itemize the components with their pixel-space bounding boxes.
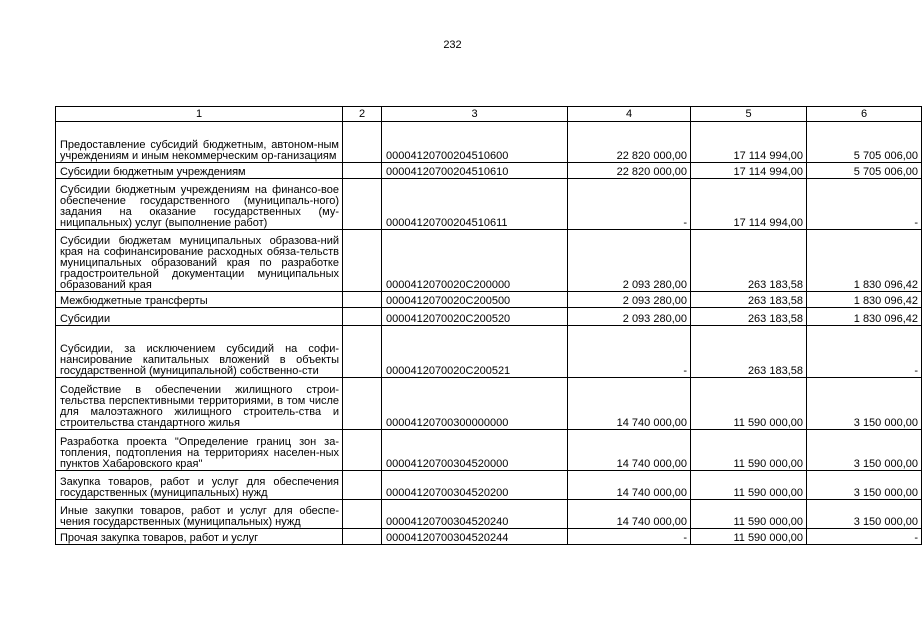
row-value-5: 263 183,58	[691, 230, 807, 292]
row-value-4: 14 740 000,00	[568, 471, 691, 500]
row-value-5: 263 183,58	[691, 326, 807, 378]
row-value-5: 11 590 000,00	[691, 471, 807, 500]
row-value-6: 5 705 006,00	[807, 163, 922, 179]
row-code: 00004120700304520200	[382, 471, 568, 500]
row-value-6: -	[807, 179, 922, 230]
row-value-4: 2 093 280,00	[568, 308, 691, 326]
row-col2	[343, 163, 382, 179]
row-value-4: 22 820 000,00	[568, 163, 691, 179]
row-name: Иные закупки товаров, работ и услуг для обеспе-чения государственных (муниципальных) нужд	[56, 500, 343, 529]
row-value-6: 1 830 096,42	[807, 292, 922, 308]
row-value-4: -	[568, 326, 691, 378]
table-row	[56, 122, 922, 163]
table-row	[56, 308, 922, 326]
table-row	[56, 179, 922, 230]
row-col2	[343, 471, 382, 500]
row-value-5: 17 114 994,00	[691, 179, 807, 230]
row-code: 00004120700304520240	[382, 500, 568, 529]
row-value-6: 3 150 000,00	[807, 500, 922, 529]
row-code: 0000412070020C200521	[382, 326, 568, 378]
row-value-6: 3 150 000,00	[807, 430, 922, 471]
row-col2	[343, 292, 382, 308]
row-col2	[343, 308, 382, 326]
row-col2	[343, 122, 382, 163]
row-value-6: 1 830 096,42	[807, 308, 922, 326]
row-code: 0000412070020C200000	[382, 230, 568, 292]
row-col2	[343, 179, 382, 230]
row-col2	[343, 326, 382, 378]
row-code: 00004120700300000000	[382, 378, 568, 430]
table-row	[56, 163, 922, 179]
row-value-5: 11 590 000,00	[691, 529, 807, 545]
row-name: Субсидии бюджетным учреждениям	[56, 163, 343, 179]
row-code: 0000412070020C200500	[382, 292, 568, 308]
row-code: 00004120700204510610	[382, 163, 568, 179]
row-col2	[343, 500, 382, 529]
table-row	[56, 500, 922, 529]
row-value-5: 11 590 000,00	[691, 500, 807, 529]
row-name: Разработка проекта "Определение границ зон за-топления, подтопления на территориях населен-ных пунктов Хабаровского края"	[56, 430, 343, 471]
row-value-6: -	[807, 326, 922, 378]
table-row	[56, 378, 922, 430]
row-value-6: -	[807, 529, 922, 545]
row-value-4: 14 740 000,00	[568, 378, 691, 430]
row-value-4: -	[568, 529, 691, 545]
row-name: Субсидии	[56, 308, 343, 326]
table-header-row	[56, 107, 922, 122]
column-header-4: 4	[568, 107, 691, 122]
budget-table	[55, 106, 922, 545]
row-value-4: 14 740 000,00	[568, 500, 691, 529]
column-header-1: 1	[56, 107, 343, 122]
column-header-3: 3	[382, 107, 568, 122]
page-number: 232	[443, 39, 462, 51]
row-name: Субсидии бюджетным учреждениям на финансо-вое обеспечение государственного (муниципаль-ного) задания на оказание государственных (му-ниципальных) услуг (выполнение работ)	[56, 179, 343, 230]
table-row	[56, 529, 922, 545]
column-header-2: 2	[343, 107, 382, 122]
table-row	[56, 230, 922, 292]
column-header-6: 6	[807, 107, 922, 122]
row-col2	[343, 378, 382, 430]
row-value-4: 2 093 280,00	[568, 292, 691, 308]
row-name: Субсидии бюджетам муниципальных образова-ний края на софинансирование расходных обяза-тельств муниципальных образований края по разработке градостроительной документации муниципальных образований края	[56, 230, 343, 292]
row-code: 00004120700304520000	[382, 430, 568, 471]
column-header-5: 5	[691, 107, 807, 122]
row-value-4: 2 093 280,00	[568, 230, 691, 292]
table-row	[56, 326, 922, 378]
row-value-5: 11 590 000,00	[691, 430, 807, 471]
row-name: Предоставление субсидий бюджетным, автоном-ным учреждениям и иным некоммерческим ор-ганизациям	[56, 122, 343, 163]
row-code: 00004120700304520244	[382, 529, 568, 545]
row-value-6: 3 150 000,00	[807, 378, 922, 430]
row-col2	[343, 529, 382, 545]
row-name: Прочая закупка товаров, работ и услуг	[56, 529, 343, 545]
table-row	[56, 471, 922, 500]
row-value-6: 1 830 096,42	[807, 230, 922, 292]
row-name: Закупка товаров, работ и услуг для обеспечения государственных (муниципальных) нужд	[56, 471, 343, 500]
row-value-4: 14 740 000,00	[568, 430, 691, 471]
row-col2	[343, 430, 382, 471]
row-code: 00004120700204510611	[382, 179, 568, 230]
row-value-5: 11 590 000,00	[691, 378, 807, 430]
row-value-5: 17 114 994,00	[691, 122, 807, 163]
row-value-6: 5 705 006,00	[807, 122, 922, 163]
row-value-5: 263 183,58	[691, 308, 807, 326]
row-name: Межбюджетные трансферты	[56, 292, 343, 308]
table-row	[56, 430, 922, 471]
table-row	[56, 292, 922, 308]
row-value-4: 22 820 000,00	[568, 122, 691, 163]
row-value-4: -	[568, 179, 691, 230]
row-col2	[343, 230, 382, 292]
row-code: 0000412070020C200520	[382, 308, 568, 326]
row-value-5: 17 114 994,00	[691, 163, 807, 179]
row-code: 00004120700204510600	[382, 122, 568, 163]
row-name: Субсидии, за исключением субсидий на софи-нансирование капитальных вложений в объекты государственной (муниципальной) собственно-сти	[56, 326, 343, 378]
row-value-6: 3 150 000,00	[807, 471, 922, 500]
row-value-5: 263 183,58	[691, 292, 807, 308]
row-name: Содействие в обеспечении жилищного строи-тельства перспективными территориями, в том числе для малоэтажного жилищного строитель-ства и строительства стандартного жилья	[56, 378, 343, 430]
